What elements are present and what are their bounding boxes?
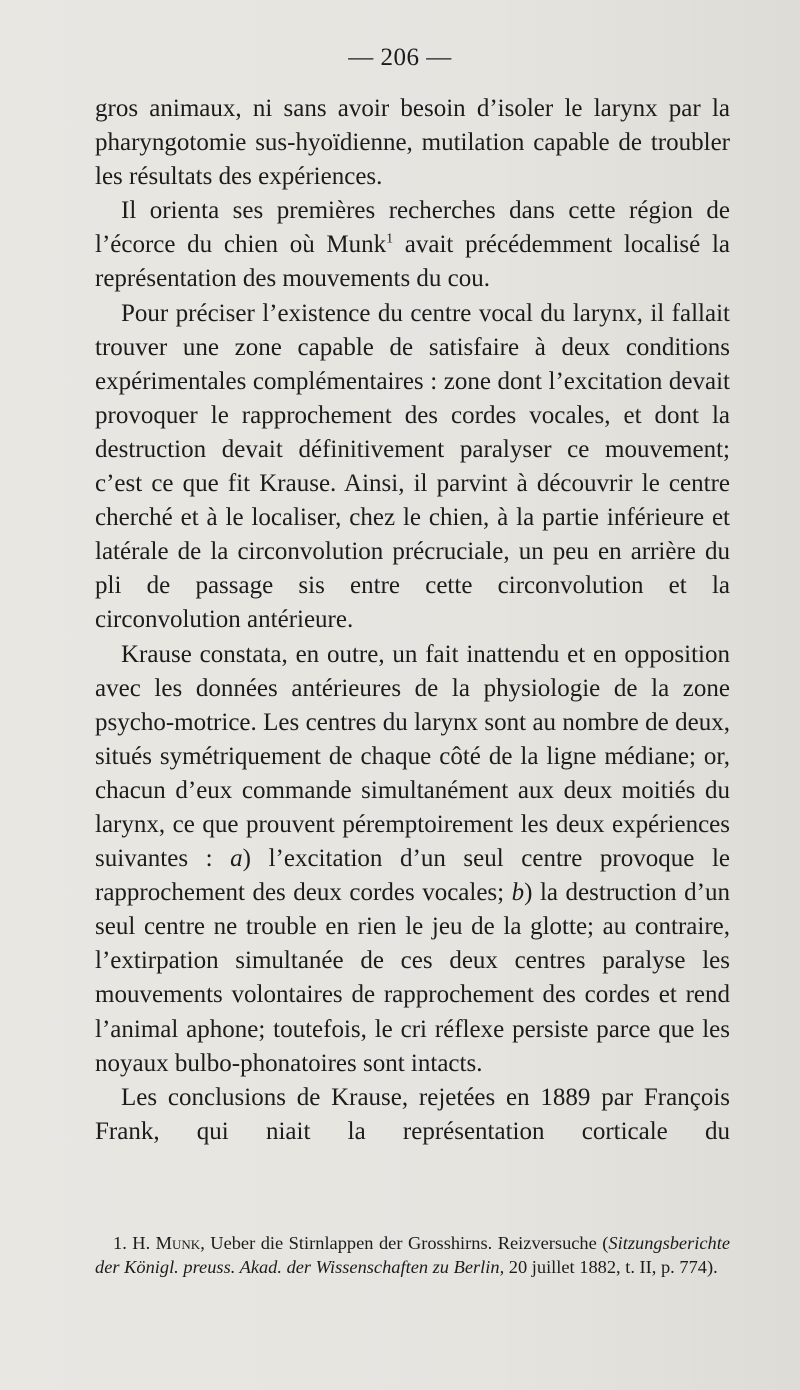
footnote-author: Munk: [155, 1233, 201, 1253]
paragraph: [95, 297, 730, 638]
paragraph-text: Il orienta ses premières recherches dans cette région de l’écorce du chien où Munk: [95, 197, 730, 259]
paragraph-text: Krause constata, en outre, un fait inattendu et en opposition avec les données antérieures de la physiologie de la zone psycho-motrice. Les centres du larynx sont au nombre de deux, situés symétriquement de chaque côté de la ligne médiane; or, chacun d’eux commande simultanément aux deux moitiés du larynx, ce que prouvent péremptoirement les deux expériences suivantes :: [95, 640, 730, 873]
page-number: — 206 —: [348, 44, 452, 71]
paragraph: [95, 638, 730, 1081]
paragraph-text: avait précédemment localisé la représentation des mouvements du cou.: [95, 231, 730, 293]
paragraph-text: ) la destruction d’un seul centre ne trouble en rien le jeu de la glotte; au contraire, l’extirpation simultanée de ces deux centres paralyse les mouvements volontaires de rapprochement des cordes et rend l’animal aphone; toutefois, le cri réflexe persiste parce que les noyaux bulbo-phonatoires sont intacts.: [95, 879, 730, 1077]
footnote-marker: 1. H.: [113, 1233, 156, 1253]
paragraph-text: gros animaux, ni sans avoir besoin d’isoler le larynx par la pharyngotomie sus-hyoïdienne, mutilation capable de troubler les résultats des expériences.: [95, 95, 730, 191]
footnote-title: , Ueber die Stirnlappen der Grosshirns. Reizversuche (: [200, 1233, 609, 1253]
paragraph-continued: [95, 92, 730, 194]
footnote-date: 20 juillet 1882, t. II, p. 774).: [504, 1256, 718, 1277]
list-marker-a: a: [230, 845, 243, 873]
footnote-reference: 1: [386, 232, 394, 248]
footnote-source: Sitzungsberichte der Königl. preuss. Akad. der Wissenschaften zu Berlin,: [95, 1233, 730, 1277]
paragraph-continues: [95, 1081, 730, 1149]
list-marker-b: b: [511, 879, 525, 907]
paragraph-text: ) l’excitation d’un seul centre provoque le rapprochement des deux cordes vocales;: [95, 845, 730, 907]
paragraph-text: Pour préciser l’existence du centre vocal du larynx, il fallait trouver une zone capable de satisfaire à deux conditions expérimentales complémentaires : zone dont l’excitation devait provoquer le rapprochement des cordes vocales, et dont la destruction devait définitivement paralyser ce mouvement; c’est ce que fit Krause. Ainsi, il parvint à découvrir le centre cherché et à le localiser, chez le chien, à la partie inférieure et latérale de la circonvolution précruciale, un peu en arrière du pli de passage sis entre cette circonvolution et la circonvolution antérieure.: [95, 299, 730, 634]
paragraph: [95, 194, 730, 296]
paragraph-text: Les conclusions de Krause, rejetées en 1889 par François Frank, qui niait la représentation corticale du: [95, 1083, 730, 1145]
footnote: [95, 1232, 730, 1279]
body-text: [95, 92, 730, 1149]
